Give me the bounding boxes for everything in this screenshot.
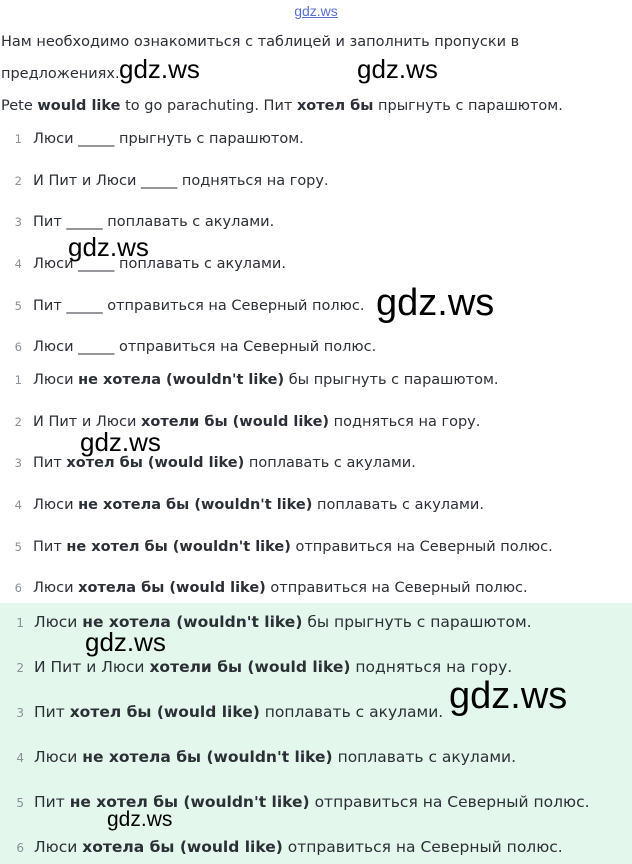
answer-text: Пит bbox=[33, 539, 67, 555]
exercise-item bbox=[0, 337, 376, 357]
watermark: gdz.ws bbox=[357, 54, 438, 84]
item-number: 2 bbox=[16, 661, 24, 675]
answer-bold: хотела бы (would like) bbox=[82, 838, 283, 856]
item-text: И Пит и Люси _____ подняться на гору. bbox=[33, 173, 329, 189]
answer-text: Пит bbox=[34, 793, 70, 811]
example-text: Pete bbox=[1, 98, 38, 114]
item-number: 5 bbox=[14, 540, 22, 554]
highlighted-answer-item bbox=[0, 657, 512, 678]
answer-text: поплавать с акулами. bbox=[332, 748, 517, 766]
answer-text: бы прыгнуть с парашютом. bbox=[302, 613, 532, 631]
answer-bold: не хотела (wouldn't like) bbox=[82, 613, 303, 631]
answer-bold: не хотела (wouldn't like) bbox=[78, 372, 285, 388]
answer-bold: не хотела бы (wouldn't like) bbox=[78, 497, 313, 513]
answer-text: Люси bbox=[33, 497, 79, 513]
answer-bold: не хотела бы (wouldn't like) bbox=[82, 748, 333, 766]
item-number: 1 bbox=[16, 616, 24, 630]
example-bold: хотел бы bbox=[296, 98, 374, 114]
item-number: 3 bbox=[16, 706, 24, 720]
exercise-item bbox=[0, 171, 329, 191]
watermark: gdz.ws bbox=[68, 232, 149, 262]
answer-bold: хотели бы (would like) bbox=[141, 414, 330, 430]
answer-text: И Пит и Люси bbox=[33, 414, 141, 430]
answer-item bbox=[0, 495, 484, 515]
highlighted-answer-item bbox=[0, 837, 563, 858]
item-number: 1 bbox=[14, 132, 22, 146]
answer-bold: не хотел бы (wouldn't like) bbox=[66, 539, 291, 555]
item-number: 4 bbox=[14, 498, 22, 512]
answer-text: подняться на гору. bbox=[350, 658, 513, 676]
example-bold: would like bbox=[37, 98, 121, 114]
answer-bold: хотела бы (would like) bbox=[78, 580, 266, 596]
highlighted-answer-item bbox=[0, 747, 516, 768]
answer-text: поплавать с акулами. bbox=[244, 455, 416, 471]
item-number: 2 bbox=[14, 415, 22, 429]
item-text: Люси _____ поплавать с акулами. bbox=[33, 256, 286, 272]
watermark: gdz.ws bbox=[80, 427, 161, 457]
example-sentence bbox=[1, 96, 563, 116]
answer-bold: не хотел бы (wouldn't like) bbox=[69, 793, 310, 811]
watermark: gdz.ws bbox=[449, 675, 568, 717]
example-text: прыгнуть с парашютом. bbox=[373, 98, 563, 114]
item-number: 2 bbox=[14, 174, 22, 188]
item-number: 5 bbox=[16, 796, 24, 810]
item-number: 6 bbox=[14, 581, 22, 595]
item-text: Пит _____ отправиться на Северный полюс. bbox=[33, 298, 365, 314]
item-number: 6 bbox=[16, 841, 24, 855]
answer-text: поплавать с акулами. bbox=[259, 703, 444, 721]
exercise-item bbox=[0, 296, 364, 316]
answer-text: отправиться на Северный полюс. bbox=[282, 838, 563, 856]
site-link[interactable]: gdz.ws bbox=[294, 3, 338, 19]
item-number: 3 bbox=[14, 456, 22, 470]
answer-text: отправиться на Северный полюс. bbox=[309, 793, 590, 811]
answer-text: Люси bbox=[34, 613, 83, 631]
example-text: to go parachuting. Пит bbox=[120, 98, 297, 114]
item-number: 1 bbox=[14, 373, 22, 387]
answer-text: поплавать с акулами. bbox=[312, 497, 484, 513]
answer-text: бы прыгнуть с парашютом. bbox=[284, 372, 499, 388]
highlighted-answer-item bbox=[0, 702, 443, 723]
watermark: gdz.ws bbox=[107, 808, 173, 831]
item-text: Люси _____ прыгнуть с парашютом. bbox=[33, 131, 304, 147]
answer-item bbox=[0, 578, 528, 598]
answer-text: отправиться на Северный полюс. bbox=[265, 580, 528, 596]
answer-item bbox=[0, 537, 553, 557]
task-intro-line-1: Нам необходимо ознакомиться с таблицей и заполнить пропуски в bbox=[1, 34, 520, 50]
item-number: 6 bbox=[14, 340, 22, 354]
item-number: 4 bbox=[16, 751, 24, 765]
answer-text: Пит bbox=[34, 703, 70, 721]
highlighted-answer-item bbox=[0, 612, 532, 633]
highlighted-answer-item bbox=[0, 792, 590, 813]
answer-item bbox=[0, 412, 480, 432]
task-intro-line-2: предложениях. bbox=[1, 66, 120, 82]
item-number: 3 bbox=[14, 215, 22, 229]
answer-bold: хотели бы (would like) bbox=[149, 658, 351, 676]
answer-text: Люси bbox=[33, 580, 79, 596]
answer-bold: хотел бы (would like) bbox=[66, 455, 245, 471]
item-text: Пит _____ поплавать с акулами. bbox=[33, 214, 275, 230]
answer-text: Люси bbox=[34, 838, 83, 856]
watermark: gdz.ws bbox=[119, 54, 200, 84]
answer-text: отправиться на Северный полюс. bbox=[290, 539, 553, 555]
answer-item bbox=[0, 370, 499, 390]
answer-text: подняться на гору. bbox=[329, 414, 481, 430]
item-number: 4 bbox=[14, 257, 22, 271]
answer-item bbox=[0, 453, 416, 473]
exercise-item bbox=[0, 212, 274, 232]
watermark: gdz.ws bbox=[376, 282, 495, 324]
answer-bold: хотел бы (would like) bbox=[69, 703, 260, 721]
answer-text: И Пит и Люси bbox=[34, 658, 150, 676]
answer-text: Люси bbox=[34, 748, 83, 766]
item-text: Люси _____ отправиться на Северный полюс. bbox=[33, 339, 377, 355]
answer-text: Пит bbox=[33, 455, 67, 471]
item-number: 5 bbox=[14, 299, 22, 313]
answer-text: Люси bbox=[33, 372, 79, 388]
watermark: gdz.ws bbox=[85, 627, 166, 657]
exercise-item bbox=[0, 129, 304, 149]
